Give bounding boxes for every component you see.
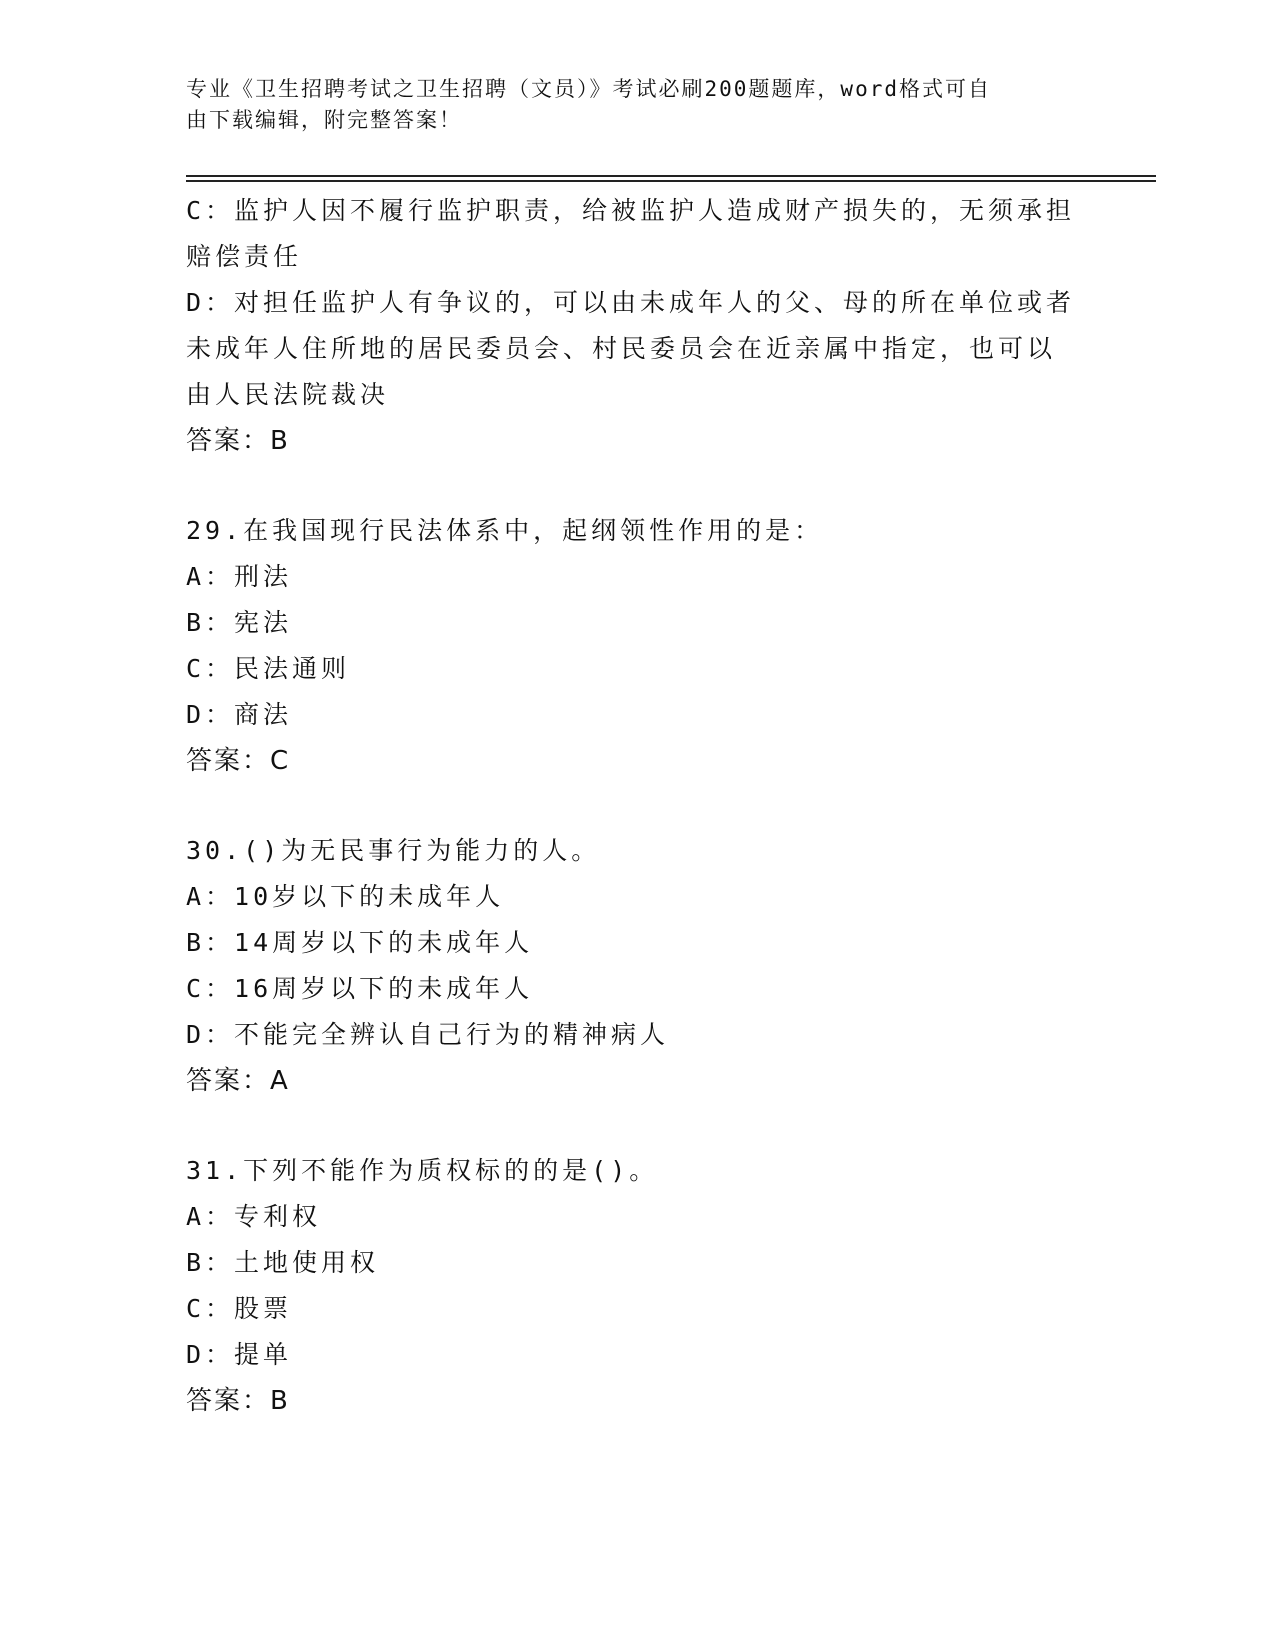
option-d-line-1: D：对担任监护人有争议的，可以由未成年人的父、母的所在单位或者 — [186, 288, 1076, 317]
header-rule-bottom — [186, 180, 1156, 182]
spacer — [186, 1104, 1086, 1148]
option-c: C：16周岁以下的未成年人 — [186, 974, 534, 1003]
question-31 — [186, 1148, 1086, 1424]
question-stem: 29.在我国现行民法体系中，起纲领性作用的是： — [186, 516, 824, 545]
question-stem: 31.下列不能作为质权标的的是()。 — [186, 1156, 659, 1185]
carryover-question — [186, 188, 1086, 464]
header-line-1: 专业《卫生招聘考试之卫生招聘（文员）》考试必刷200题题库，word格式可自 — [186, 77, 991, 101]
option-a: A：专利权 — [186, 1202, 322, 1231]
option-a: A：10岁以下的未成年人 — [186, 882, 505, 911]
option-d-line-3: 由人民法院裁决 — [186, 380, 390, 409]
answer-label: 答案：B — [186, 1386, 290, 1416]
option-b: B：宪法 — [186, 608, 293, 637]
option-d-line-2: 未成年人住所地的居民委员会、村民委员会在近亲属中指定，也可以 — [186, 334, 1057, 363]
header-rule-top — [186, 175, 1156, 177]
question-29 — [186, 508, 1086, 784]
question-content — [186, 188, 1086, 1424]
option-d: D：提单 — [186, 1340, 293, 1369]
question-30 — [186, 828, 1086, 1104]
spacer — [186, 784, 1086, 828]
option-c-line-2: 赔偿责任 — [186, 242, 303, 271]
option-c-line-1: C：监护人因不履行监护职责，给被监护人造成财产损失的，无须承担 — [186, 196, 1076, 225]
answer-label: 答案：C — [186, 746, 291, 776]
option-d: D：商法 — [186, 700, 293, 729]
option-b: B：14周岁以下的未成年人 — [186, 928, 534, 957]
option-d: D：不能完全辨认自己行为的精神病人 — [186, 1020, 670, 1049]
document-header — [186, 74, 1076, 136]
answer-label: 答案：A — [186, 1066, 290, 1096]
option-b: B：土地使用权 — [186, 1248, 380, 1277]
answer-label: 答案：B — [186, 426, 290, 456]
header-line-2: 由下载编辑，附完整答案！ — [186, 108, 462, 132]
option-a: A：刑法 — [186, 562, 293, 591]
option-c: C：民法通则 — [186, 654, 351, 683]
spacer — [186, 464, 1086, 508]
question-stem: 30.()为无民事行为能力的人。 — [186, 836, 601, 865]
option-c: C：股票 — [186, 1294, 293, 1323]
